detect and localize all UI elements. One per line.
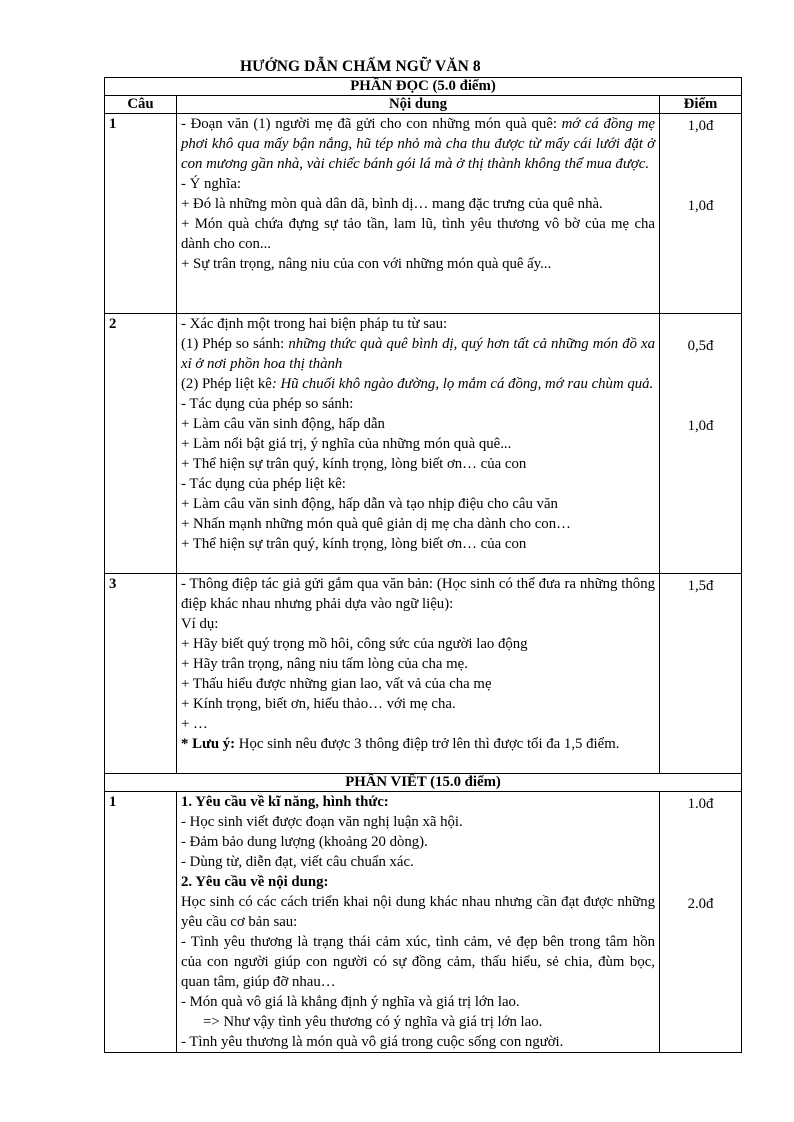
answer-line: - Thông điệp tác giả gửi gắm qua văn bản: (Học sinh có thể đưa ra những thông điệp khác nhau nhưng phải dựa vào ngữ liệu): <box>181 576 655 612</box>
answer-line-italic: mớ cá đồng mẹ phơi khô qua mấy bận nắng, hũ tép nhỏ mà cha thu được từ mấy cái lưới đặt ở con mương gần nhà, vài chiếc bánh gói lá mà ở thị thành không thể mua được. <box>181 116 655 172</box>
reading-header-text: PHẦN ĐỌC (5.0 điểm) <box>105 78 742 96</box>
answer-line: + Thể hiện sự trân quý, kính trọng, lòng biết ơn… của con <box>181 456 527 472</box>
score-value: 1,5đ <box>687 578 714 594</box>
answer-line: + Làm câu văn sinh động, hấp dẫn và tạo nhịp điệu cho câu văn <box>181 496 558 512</box>
answer-line: - Tình yêu thương là món quà vô giá trong cuộc sống con người. <box>181 1034 564 1050</box>
table-row-reading-q1 <box>105 114 742 314</box>
answer-line: - Tác dụng của phép liệt kê: <box>181 476 346 492</box>
reading-section-header <box>105 78 742 96</box>
answer-line: - Tác dụng của phép so sánh: <box>181 396 354 412</box>
answer-line: + Hãy trân trọng, nâng niu tấm lòng của cha mẹ. <box>181 656 468 672</box>
question-number: 2 <box>105 314 177 574</box>
answer-line: + Sự trân trọng, nâng niu của con với những món quà quê ấy... <box>181 256 552 272</box>
writing-header-text: PHẦN VIẾT (15.0 điểm) <box>105 774 742 792</box>
column-header-diem: Điểm <box>660 96 742 114</box>
score-cell <box>660 792 742 1053</box>
answer-line: => Như vậy tình yêu thương có ý nghĩa và giá trị lớn lao. <box>203 1014 543 1030</box>
answer-line: Học sinh có các cách triển khai nội dung khác nhau nhưng cần đạt được những yêu cầu cơ bản sau: <box>181 894 655 930</box>
answer-line: + Thấu hiểu được những gian lao, vất vả của cha mẹ <box>181 676 492 692</box>
answer-line: (1) Phép so sánh: <box>181 336 289 352</box>
score-cell <box>660 114 742 314</box>
grading-table <box>104 77 742 1053</box>
requirement-heading: 2. Yêu cầu về nội dung: <box>181 874 329 890</box>
answer-line: + Nhấn mạnh những món quà quê giản dị mẹ cha dành cho con… <box>181 516 571 532</box>
answer-line: - Tình yêu thương là trạng thái cảm xúc, tình cảm, vẻ đẹp bên trong tâm hồn của con người giúp con người có sự đồng cảm, thấu hiểu, sẻ chia, đùm bọc, quan tâm, giúp đỡ nhau… <box>181 934 655 990</box>
answer-line: + Thể hiện sự trân quý, kính trọng, lòng biết ơn… của con <box>181 536 527 552</box>
answer-line: - Ý nghĩa: <box>181 176 241 192</box>
table-row-reading-q2 <box>105 314 742 574</box>
column-header-row <box>105 96 742 114</box>
answer-content <box>177 314 660 574</box>
score-cell <box>660 574 742 774</box>
question-number: 1 <box>105 792 177 1053</box>
answer-line: (2) Phép liệt kê <box>181 376 272 392</box>
document-title: HƯỚNG DẪN CHẤM NGỮ VĂN 8 <box>240 58 481 75</box>
answer-line: - Xác định một trong hai biện pháp tu từ sau: <box>181 316 448 332</box>
score-value: 0,5đ <box>687 338 714 354</box>
writing-section-header <box>105 774 742 792</box>
answer-line: Học sinh nêu được 3 thông điệp trở lên thì được tối đa 1,5 điểm. <box>235 736 620 752</box>
answer-line-italic: : Hũ chuối khô ngào đường, lọ mắm cá đồng, mớ rau chùm quả. <box>271 376 654 392</box>
question-number: 1 <box>105 114 177 314</box>
table-row-reading-q3 <box>105 574 742 774</box>
answer-line: + … <box>181 716 208 732</box>
score-value: 1.0đ <box>687 796 714 812</box>
requirement-heading: 1. Yêu cầu về kĩ năng, hình thức: <box>181 794 389 810</box>
answer-line: - Học sinh viết được đoạn văn nghị luận xã hội. <box>181 814 463 830</box>
column-header-noi-dung: Nội dung <box>177 96 660 114</box>
answer-line: + Hãy biết quý trọng mồ hôi, công sức của người lao động <box>181 636 528 652</box>
answer-content <box>177 574 660 774</box>
answer-line: + Món quà chứa đựng sự tảo tần, lam lũ, tình yêu thương vô bờ của mẹ cha dành cho con... <box>181 216 655 252</box>
table-row-writing-q1 <box>105 792 742 1053</box>
note-label: * Lưu ý: <box>181 736 236 752</box>
answer-line: Ví dụ: <box>181 616 219 632</box>
answer-line: - Đảm bảo dung lượng (khoảng 20 dòng). <box>181 834 428 850</box>
answer-content <box>177 792 660 1053</box>
score-cell <box>660 314 742 574</box>
score-value: 1,0đ <box>687 418 714 434</box>
answer-line: + Làm nổi bật giá trị, ý nghĩa của những món quà quê... <box>181 436 512 452</box>
score-value: 1,0đ <box>687 118 714 134</box>
answer-line: - Dùng từ, diễn đạt, viết câu chuẩn xác. <box>181 854 414 870</box>
answer-line: - Món quà vô giá là khẳng định ý nghĩa và giá trị lớn lao. <box>181 994 520 1010</box>
score-value: 2.0đ <box>687 896 714 912</box>
answer-content <box>177 114 660 314</box>
answer-line: - Đoạn văn (1) người mẹ đã gửi cho con những món quà quê: <box>181 116 562 132</box>
answer-line-italic: những thức quà quê bình dị, quý hơn tất cả những món đồ xa xỉ ở nơi phồn hoa thị thành <box>181 336 655 372</box>
answer-line: + Đó là những mòn quà dân dã, bình dị… mang đặc trưng của quê nhà. <box>181 196 603 212</box>
question-number: 3 <box>105 574 177 774</box>
answer-line: + Làm câu văn sinh động, hấp dẫn <box>181 416 385 432</box>
answer-line: + Kính trọng, biết ơn, hiếu thảo… với mẹ cha. <box>181 696 456 712</box>
score-value: 1,0đ <box>687 198 714 214</box>
column-header-cau: Câu <box>105 96 177 114</box>
